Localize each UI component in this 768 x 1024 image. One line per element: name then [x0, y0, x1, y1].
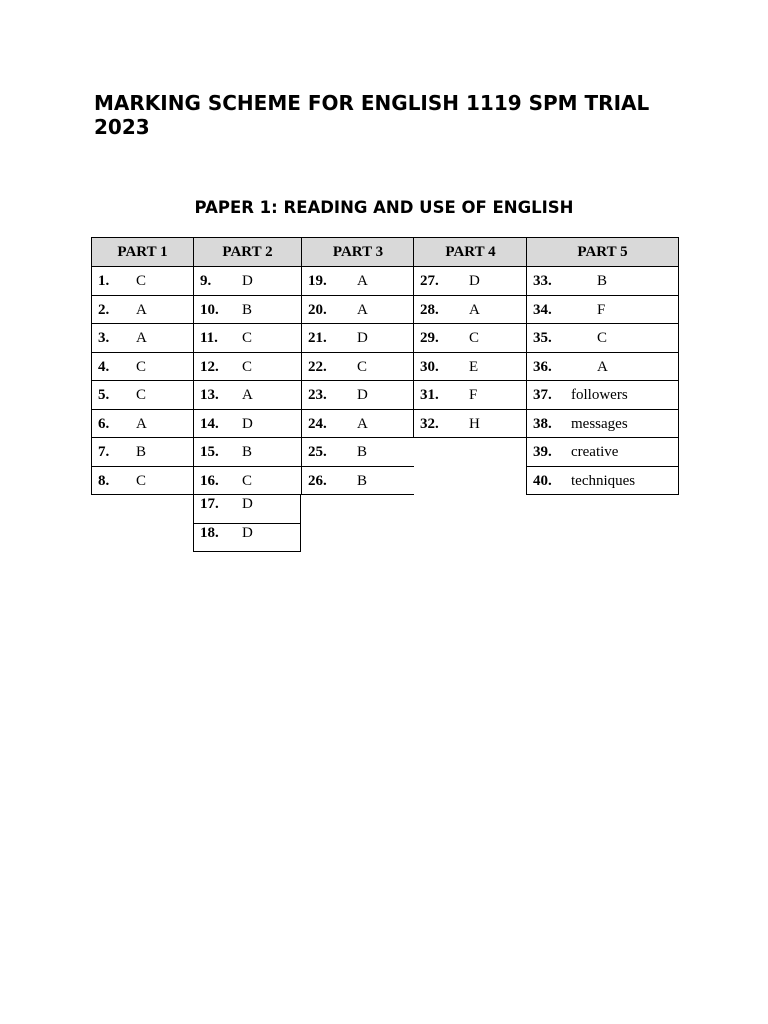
table-row [301, 381, 414, 410]
part-2-header: PART 2 [193, 237, 301, 267]
question-number: 39. [533, 444, 552, 460]
answer: A [136, 330, 147, 346]
part-5-column [526, 237, 679, 495]
table-row [91, 353, 193, 382]
table-row [91, 410, 193, 439]
question-number: 32. [420, 415, 439, 432]
table-row [91, 324, 193, 353]
table-row [301, 438, 414, 467]
question-number: 8. [98, 472, 110, 489]
question-number: 17. [200, 496, 219, 512]
table-row [193, 353, 301, 382]
answer: B [357, 444, 368, 460]
question-number: 5. [98, 387, 110, 403]
paper-subtitle: PAPER 1: READING AND USE OF ENGLISH [194, 198, 574, 217]
answer: B [357, 472, 368, 489]
answer: A [357, 273, 368, 289]
part-3-column [301, 237, 414, 495]
table-row [91, 467, 193, 496]
answer: E [469, 358, 479, 375]
table-row [413, 267, 527, 296]
answer: C [242, 358, 253, 375]
answer: C [136, 273, 147, 289]
question-number: 34. [533, 301, 552, 318]
question-number: 7. [98, 444, 110, 460]
table-row [413, 296, 527, 325]
table-row [526, 353, 679, 382]
table-row [301, 267, 414, 296]
question-number: 1. [98, 273, 110, 289]
question-number: 23. [308, 387, 327, 403]
answer: A [357, 301, 368, 318]
question-number: 26. [308, 472, 327, 489]
question-number: 16. [200, 472, 219, 489]
part-2-column [193, 237, 301, 552]
answer: C [136, 358, 147, 375]
answer: A [597, 358, 608, 375]
question-number: 12. [200, 358, 219, 375]
table-row [526, 381, 679, 410]
question-number: 2. [98, 301, 110, 318]
question-number: 15. [200, 444, 219, 460]
table-row [413, 410, 527, 439]
table-row [193, 296, 301, 325]
question-number: 20. [308, 301, 327, 318]
question-number: 14. [200, 415, 219, 432]
part-5-header: PART 5 [526, 237, 679, 267]
answer: C [242, 472, 253, 489]
table-row [193, 467, 301, 496]
answer: followers [571, 387, 628, 403]
answer: C [136, 472, 147, 489]
question-number: 19. [308, 273, 327, 289]
page-title: MARKING SCHEME FOR ENGLISH 1119 SPM TRIAL 2023 [94, 91, 650, 139]
question-number: 28. [420, 301, 439, 318]
table-row [526, 467, 679, 496]
answer: C [597, 330, 608, 346]
table-row [526, 410, 679, 439]
answer: techniques [571, 472, 636, 489]
answer: creative [571, 444, 619, 460]
table-row [413, 353, 527, 382]
table-row [526, 324, 679, 353]
question-number: 37. [533, 387, 552, 403]
question-number: 22. [308, 358, 327, 375]
answer: B [597, 273, 608, 289]
table-row [301, 324, 414, 353]
table-row [526, 296, 679, 325]
table-row [91, 296, 193, 325]
answer: B [242, 301, 253, 318]
answer: messages [571, 415, 628, 432]
part-4-header: PART 4 [413, 237, 527, 267]
table-row [91, 267, 193, 296]
question-number: 4. [98, 358, 110, 375]
answer: C [242, 330, 253, 346]
table-row [301, 467, 414, 496]
answer: D [242, 273, 253, 289]
answer: A [357, 415, 368, 432]
answer: H [469, 415, 480, 432]
table-row [301, 353, 414, 382]
table-row [413, 324, 527, 353]
answer: F [469, 387, 478, 403]
table-row [193, 495, 301, 524]
answer: B [136, 444, 147, 460]
question-number: 27. [420, 273, 439, 289]
part-4-column [413, 237, 527, 438]
answer: D [357, 330, 368, 346]
question-number: 35. [533, 330, 552, 346]
part-1-column [91, 237, 193, 495]
question-number: 24. [308, 415, 327, 432]
answer: A [469, 301, 480, 318]
table-row [193, 410, 301, 439]
question-number: 3. [98, 330, 110, 346]
answer: C [469, 330, 480, 346]
table-row [193, 524, 301, 553]
question-number: 21. [308, 330, 327, 346]
part-1-header: PART 1 [91, 237, 193, 267]
question-number: 40. [533, 472, 552, 489]
question-number: 18. [200, 524, 219, 541]
question-number: 30. [420, 358, 439, 375]
table-row [91, 438, 193, 467]
answer: D [242, 415, 253, 432]
answer: A [242, 387, 253, 403]
question-number: 25. [308, 444, 327, 460]
answer: D [242, 496, 253, 512]
answer: B [242, 444, 253, 460]
question-number: 9. [200, 273, 212, 289]
table-row [91, 381, 193, 410]
answer: C [357, 358, 368, 375]
answer: D [242, 524, 253, 541]
question-number: 33. [533, 273, 552, 289]
table-row [193, 324, 301, 353]
question-number: 29. [420, 330, 439, 346]
answer: D [357, 387, 368, 403]
question-number: 11. [200, 330, 218, 346]
answer: F [597, 301, 606, 318]
answer: A [136, 415, 147, 432]
table-row [193, 381, 301, 410]
answer: D [469, 273, 480, 289]
table-row [526, 267, 679, 296]
answer: A [136, 301, 147, 318]
table-row [526, 438, 679, 467]
table-row [301, 296, 414, 325]
question-number: 36. [533, 358, 552, 375]
table-row [413, 381, 527, 410]
answer: C [136, 387, 147, 403]
question-number: 13. [200, 387, 219, 403]
table-row [301, 410, 414, 439]
question-number: 10. [200, 301, 219, 318]
question-number: 31. [420, 387, 439, 403]
table-row [193, 267, 301, 296]
part-3-header: PART 3 [301, 237, 414, 267]
question-number: 38. [533, 415, 552, 432]
table-row [193, 438, 301, 467]
question-number: 6. [98, 415, 110, 432]
